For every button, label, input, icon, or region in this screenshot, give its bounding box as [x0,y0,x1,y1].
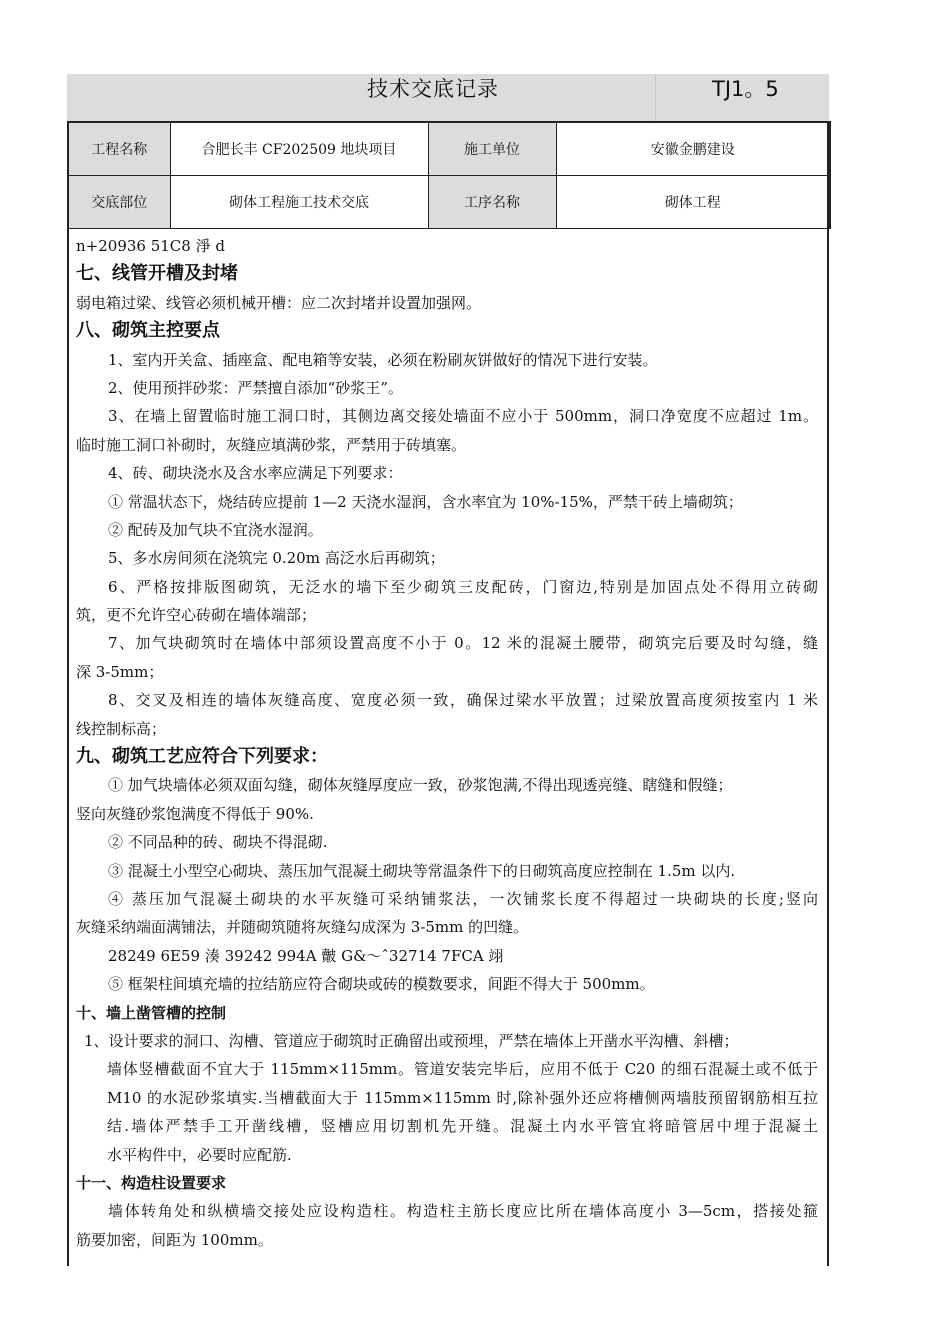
paragraph-line: 4、砖、砌块浇水及含水率应满足下列要求： [108,464,403,483]
project-name-value: 合肥长丰 CF202509 地块项目 [170,122,428,176]
paragraph-line: 筑，更不允许空心砖砌在墙体端部； [76,606,317,625]
paragraph-line: 深 3-5mm； [76,662,164,681]
paragraph-line: 竖向灰缝砂浆饱满度不得低于 90%. [76,804,314,823]
paragraph-line: ② 配砖及加气块不宜浇水湿润。 [108,520,323,539]
paragraph-line: 5、多水房间须在浇筑完 0.20m 高泛水后再砌筑； [108,549,445,568]
paragraph-line: 线控制标高； [76,719,167,738]
paragraph-line: 灰缝采纳端面满铺法，并随砌筑随将灰缝勾成深为 3-5mm 的凹缝。 [76,918,529,937]
garbled-line: n+20936 51C8 淨 d [76,237,225,255]
section-heading: 七、线管开槽及封堵 [76,263,238,285]
paragraph-line: 1、设计要求的洞口、沟槽、管道应于砌筑时正确留出或预埋，严禁在墙体上开凿水平沟槽、斜槽； [84,1031,739,1050]
section-heading: 八、砌筑主控要点 [76,320,220,342]
title-divider [655,74,656,121]
paragraph-line: ① 加气块墙体必须双面勾缝，砌体灰缝厚度应一致，砂浆饱满,不得出现透亮缝、瞎缝和假缝； [108,776,733,795]
section-heading: 十、墙上凿管槽的控制 [76,1003,227,1022]
paragraph-line: 1、室内开关盒、插座盒、配电箱等安装，必须在粉刷灰饼做好的情况下进行安装。 [108,350,658,369]
paragraph-line: ③ 混凝土小型空心砌块、蒸压加气混凝土砌块等常温条件下的日砌筑高度应控制在 1.5m 以内. [108,861,736,880]
paragraph-line: 墙体转角处和纵横墙交接处应设构造柱。构造柱主筋长度应比所在墙体高度小 3—5cm，搭接处箍 [108,1202,818,1221]
paragraph-line: 3、在墙上留置临时施工洞口时，其侧边离交接处墙面不应小于 500mm，洞口净宽度不应超过 1m。 [108,407,818,426]
paragraph-line: M10 的水泥砂浆填实.当槽截面大于 115mm×115mm 时,除补强外还应将槽侧两墙肢预留钢筋相互拉 [107,1088,818,1107]
paragraph-line: 水平构件中，必要时应配筋. [107,1145,292,1164]
section-heading: 十一、构造柱设置要求 [76,1173,227,1192]
construction-unit-label: 施工单位 [428,122,556,176]
section-heading: 九、砌筑工艺应符合下列要求： [76,746,328,768]
paragraph-line: 2、使用预拌砂浆：严禁擅自添加“砂浆王”。 [108,378,403,397]
document-title: 技术交底记录 [367,77,499,101]
garbled-line: 28249 6E59 湊 39242 994A 皾 G&～ˆ32714 7FCA 翊 [108,946,504,965]
info-table [67,121,831,229]
paragraph-line: ② 不同品种的砖、砌块不得混砌. [108,833,328,852]
disclosure-content [76,232,824,1254]
paragraph-line: 临时施工洞口补砌时，灰缝应填满砂浆，严禁用于砖填塞。 [76,435,467,454]
paragraph-line: 结.墙体严禁手工开凿线槽，竖槽应用切割机先开缝。混凝土内水平管宜将暗管居中埋于混凝土 [107,1117,818,1136]
paragraph-line: 6、严格按排版图砌筑，无泛水的墙下至少砌筑三皮配砖，门窗边,特别是加固点处不得用立砖砌 [108,577,818,596]
paragraph-line: 弱电箱过梁、线管必须机械开槽：应二次封堵并设置加强网。 [76,293,482,312]
process-name-label: 工序名称 [428,176,556,229]
paragraph-line: ① 常温状态下，烧结砖应提前 1—2 天浇水湿润，含水率宜为 10%-15%，严禁干砖上墙砌筑； [108,492,743,511]
info-row [68,176,830,229]
construction-unit-value: 安徽金鹏建设 [556,122,830,176]
document-code: TJ1。5 [712,77,779,101]
paragraph-line: ⑤ 框架柱间填充墙的拉结筋应符合砌块或砖的模数要求，间距不得大于 500mm。 [108,975,655,994]
disclosure-part-label: 交底部位 [68,176,170,229]
paragraph-line: 7、加气块砌筑时在墙体中部须设置高度不小于 0。12 米的混凝土腰带，砌筑完后要及时勾缝，缝 [108,634,818,653]
paragraph-line: 8、交叉及相连的墙体灰缝高度、宽度必须一致，确保过梁水平放置；过梁放置高度须按室内 1 米 [108,691,818,710]
project-name-label: 工程名称 [68,122,170,176]
info-row [68,122,830,176]
paragraph-line: ④ 蒸压加气混凝土砌块的水平灰缝可采纳铺浆法，一次铺浆长度不得超过一块砌块的长度;竖向 [108,889,818,908]
process-name-value: 砌体工程 [556,176,830,229]
disclosure-part-value: 砌体工程施工技术交底 [170,176,428,229]
paragraph-line: 墙体竖槽截面不宜大于 115mm×115mm。管道安装完毕后，应用不低于 C20 的细石混凝土或不低于 [107,1060,818,1079]
title-band [67,74,829,121]
paragraph-line: 筋要加密，间距为 100mm。 [76,1230,273,1249]
